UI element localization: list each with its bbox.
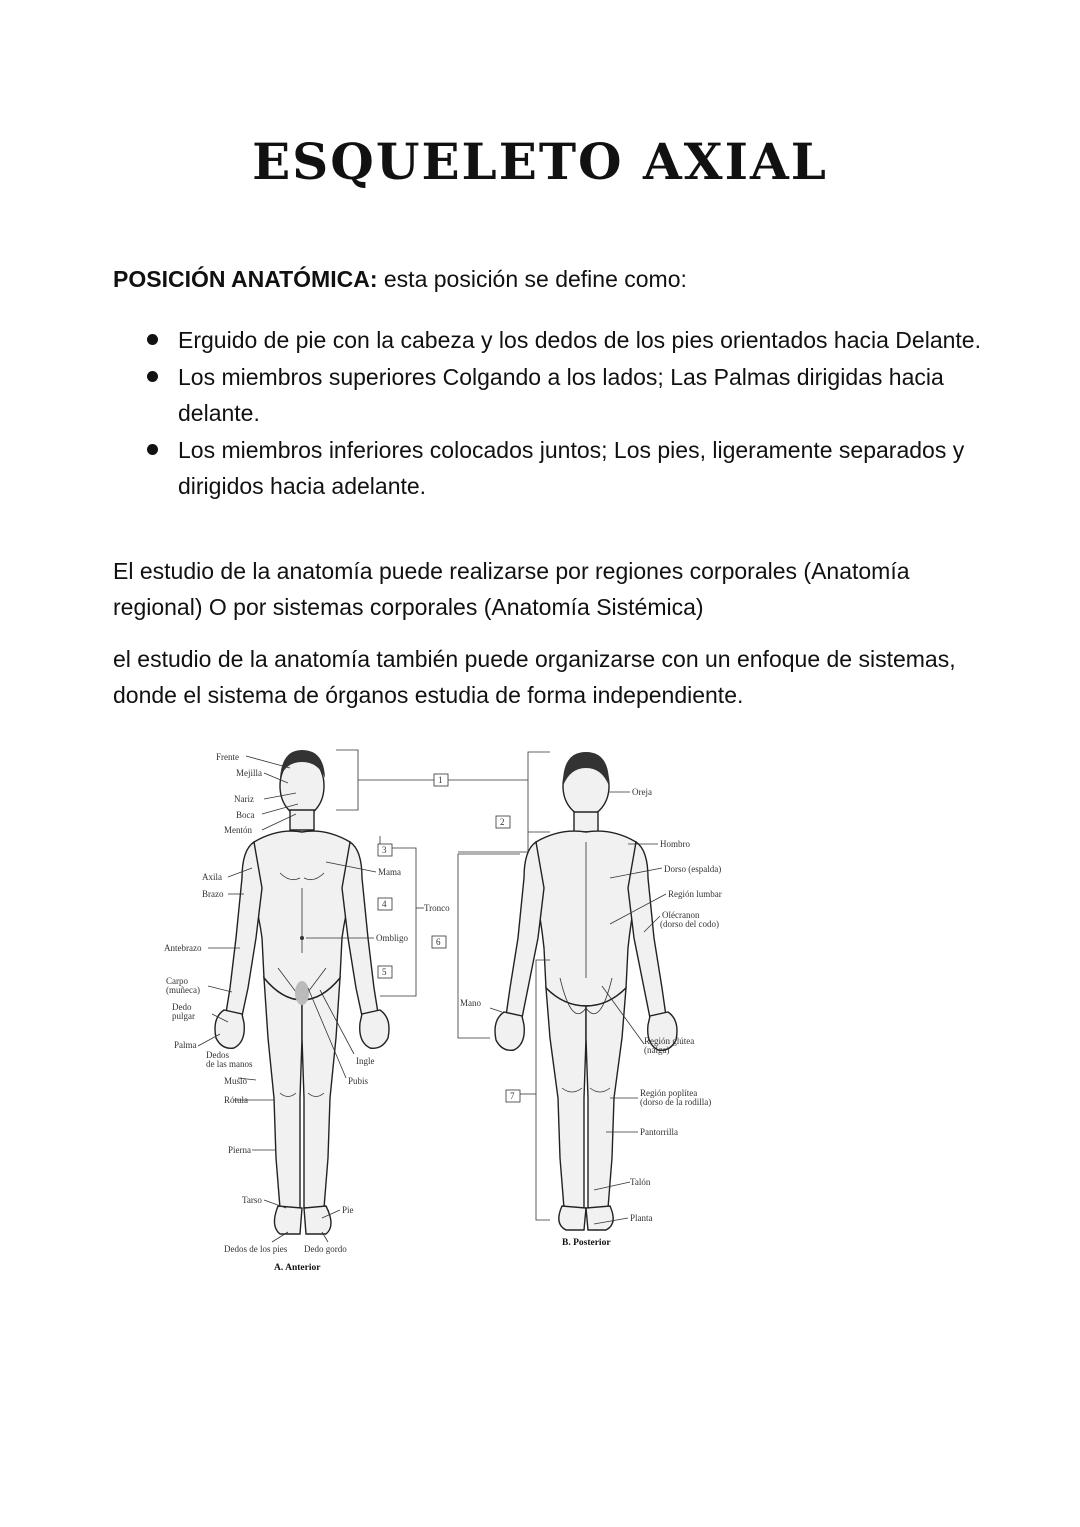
posterior-body bbox=[495, 752, 677, 1230]
label-tarso: Tarso bbox=[242, 1195, 262, 1205]
caption-posterior: B. Posterior bbox=[562, 1238, 611, 1248]
label-pubis: Pubis bbox=[348, 1076, 369, 1086]
label-pulgar: pulgar bbox=[172, 1011, 195, 1021]
label-mano: Mano bbox=[460, 998, 481, 1008]
label-dedo-gordo: Dedo gordo bbox=[304, 1244, 347, 1254]
bullet-item: Erguido de pie con la cabeza y los dedos de los pies orientados hacia Delante. bbox=[140, 322, 990, 358]
label-region-glutea: Región glútea bbox=[644, 1036, 695, 1046]
intro-line bbox=[113, 266, 687, 293]
page-title: ESQUELETO AXIAL bbox=[252, 132, 828, 191]
label-muneca: (muñeca) bbox=[166, 985, 200, 995]
label-dorso: Dorso (espalda) bbox=[664, 864, 722, 874]
label-dorso-codo: (dorso del codo) bbox=[660, 919, 719, 929]
paragraph-systems: el estudio de la anatomía también puede organizarse con un enfoque de sistemas, donde el sistema de órganos estudia de forma independiente. bbox=[113, 646, 956, 708]
bullet-item: Los miembros superiores Colgando a los lados; Las Palmas dirigidas hacia delante. bbox=[140, 359, 990, 431]
anterior-body bbox=[215, 750, 389, 1234]
label-planta: Planta bbox=[630, 1213, 653, 1223]
intro-label: POSICIÓN ANATÓMICA: bbox=[113, 266, 378, 292]
paragraph-regional: El estudio de la anatomía puede realizarse por regiones corporales (Anatomía regional) O por sistemas corporales (Anatomía Sistémica) bbox=[113, 558, 910, 620]
anatomy-figure bbox=[150, 738, 750, 1278]
label-palma: Palma bbox=[174, 1040, 197, 1050]
number-3: 3 bbox=[382, 845, 387, 855]
label-olecranon: Olécranon bbox=[662, 910, 700, 920]
label-pie: Pie bbox=[342, 1205, 354, 1215]
label-region-poplitea: Región poplítea bbox=[640, 1088, 698, 1098]
label-nalga: (nalga) bbox=[644, 1045, 670, 1055]
label-pierna: Pierna bbox=[228, 1145, 251, 1155]
number-7: 7 bbox=[510, 1091, 515, 1101]
label-oreja: Oreja bbox=[632, 787, 652, 797]
anatomy-illustration bbox=[150, 738, 750, 1278]
label-antebrazo: Antebrazo bbox=[164, 943, 202, 953]
label-tronco: Tronco bbox=[424, 903, 450, 913]
number-1: 1 bbox=[438, 775, 443, 785]
label-frente: Frente bbox=[216, 752, 239, 762]
intro-text: esta posición se define como: bbox=[377, 266, 687, 292]
label-region-lumbar: Región lumbar bbox=[668, 889, 722, 899]
label-ingle: Ingle bbox=[356, 1056, 375, 1066]
number-2: 2 bbox=[500, 817, 505, 827]
label-dedo: Dedo bbox=[172, 1002, 192, 1012]
bullet-list bbox=[140, 322, 990, 505]
caption-anterior: A. Anterior bbox=[274, 1263, 321, 1273]
number-4: 4 bbox=[382, 899, 387, 909]
label-dorso-rodilla: (dorso de la rodilla) bbox=[640, 1097, 712, 1107]
label-talon: Talón bbox=[630, 1177, 651, 1187]
number-6: 6 bbox=[436, 937, 441, 947]
label-mama: Mama bbox=[378, 867, 401, 877]
label-mejilla: Mejilla bbox=[236, 768, 262, 778]
label-axila: Axila bbox=[202, 872, 222, 882]
label-rotula: Rótula bbox=[224, 1095, 248, 1105]
label-hombro: Hombro bbox=[660, 839, 690, 849]
label-carpo: Carpo bbox=[166, 976, 188, 986]
number-5: 5 bbox=[382, 967, 387, 977]
label-ombligo: Ombligo bbox=[376, 933, 409, 943]
label-dedos-pies: Dedos de los pies bbox=[224, 1244, 288, 1254]
label-dedos: Dedos bbox=[206, 1050, 229, 1060]
label-muslo: Muslo bbox=[224, 1076, 248, 1086]
label-boca: Boca bbox=[236, 810, 255, 820]
label-nariz: Nariz bbox=[234, 794, 254, 804]
label-de-las-manos: de las manos bbox=[206, 1059, 253, 1069]
label-brazo: Brazo bbox=[202, 889, 224, 899]
label-menton: Mentón bbox=[224, 825, 252, 835]
bullet-item: Los miembros inferiores colocados juntos; Los pies, ligeramente separados y dirigidos hacia adelante. bbox=[140, 432, 990, 504]
label-pantorrilla: Pantorrilla bbox=[640, 1127, 678, 1137]
